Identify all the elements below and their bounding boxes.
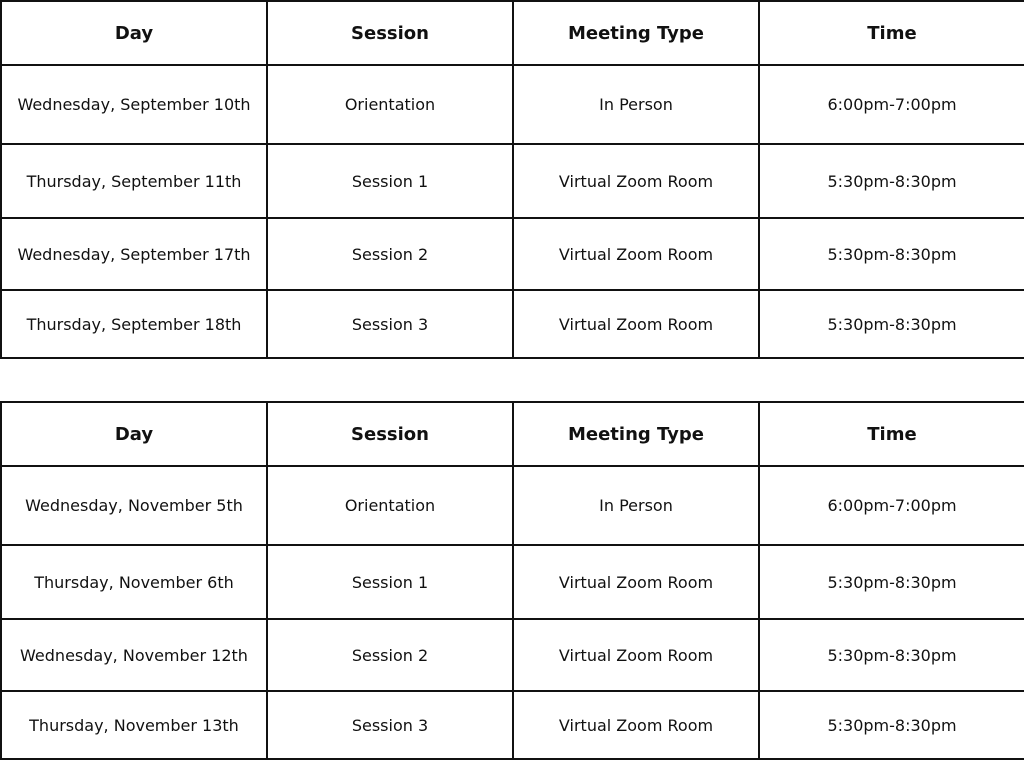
- meeting-type-cell: In Person: [513, 65, 759, 144]
- meeting-type-cell: Virtual Zoom Room: [513, 545, 759, 619]
- day-cell: Thursday, November 13th: [1, 691, 267, 759]
- header-meeting-type: Meeting Type: [513, 1, 759, 65]
- header-day: Day: [1, 1, 267, 65]
- day-cell: Thursday, November 6th: [1, 545, 267, 619]
- meeting-type-cell: Virtual Zoom Room: [513, 691, 759, 759]
- session-cell: Session 2: [267, 218, 513, 290]
- header-row: [1, 402, 1024, 466]
- meeting-type-cell: Virtual Zoom Room: [513, 218, 759, 290]
- header-session: Session: [267, 402, 513, 466]
- meeting-type-cell: In Person: [513, 466, 759, 545]
- day-cell: Wednesday, November 12th: [1, 619, 267, 691]
- header-meeting-type: Meeting Type: [513, 402, 759, 466]
- header-row: [1, 1, 1024, 65]
- header-time: Time: [759, 402, 1024, 466]
- schedule-table-september: [0, 0, 1024, 359]
- time-cell: 6:00pm-7:00pm: [759, 466, 1024, 545]
- header-time: Time: [759, 1, 1024, 65]
- day-cell: Thursday, September 11th: [1, 144, 267, 218]
- table-row: [1, 218, 1024, 290]
- session-cell: Session 3: [267, 290, 513, 358]
- table-row: [1, 65, 1024, 144]
- session-cell: Session 1: [267, 144, 513, 218]
- session-cell: Session 3: [267, 691, 513, 759]
- header-day: Day: [1, 402, 267, 466]
- table-row: [1, 290, 1024, 358]
- time-cell: 5:30pm-8:30pm: [759, 619, 1024, 691]
- table-row: [1, 691, 1024, 759]
- time-cell: 5:30pm-8:30pm: [759, 290, 1024, 358]
- day-cell: Wednesday, September 17th: [1, 218, 267, 290]
- session-cell: Orientation: [267, 65, 513, 144]
- table-row: [1, 619, 1024, 691]
- meeting-type-cell: Virtual Zoom Room: [513, 290, 759, 358]
- table-row: [1, 466, 1024, 545]
- header-session: Session: [267, 1, 513, 65]
- schedule-table-november: [0, 401, 1024, 760]
- session-cell: Session 2: [267, 619, 513, 691]
- day-cell: Wednesday, September 10th: [1, 65, 267, 144]
- session-cell: Session 1: [267, 545, 513, 619]
- time-cell: 5:30pm-8:30pm: [759, 545, 1024, 619]
- time-cell: 5:30pm-8:30pm: [759, 218, 1024, 290]
- day-cell: Thursday, September 18th: [1, 290, 267, 358]
- session-cell: Orientation: [267, 466, 513, 545]
- table-row: [1, 144, 1024, 218]
- meeting-type-cell: Virtual Zoom Room: [513, 619, 759, 691]
- meeting-type-cell: Virtual Zoom Room: [513, 144, 759, 218]
- time-cell: 5:30pm-8:30pm: [759, 144, 1024, 218]
- time-cell: 5:30pm-8:30pm: [759, 691, 1024, 759]
- table-row: [1, 545, 1024, 619]
- time-cell: 6:00pm-7:00pm: [759, 65, 1024, 144]
- day-cell: Wednesday, November 5th: [1, 466, 267, 545]
